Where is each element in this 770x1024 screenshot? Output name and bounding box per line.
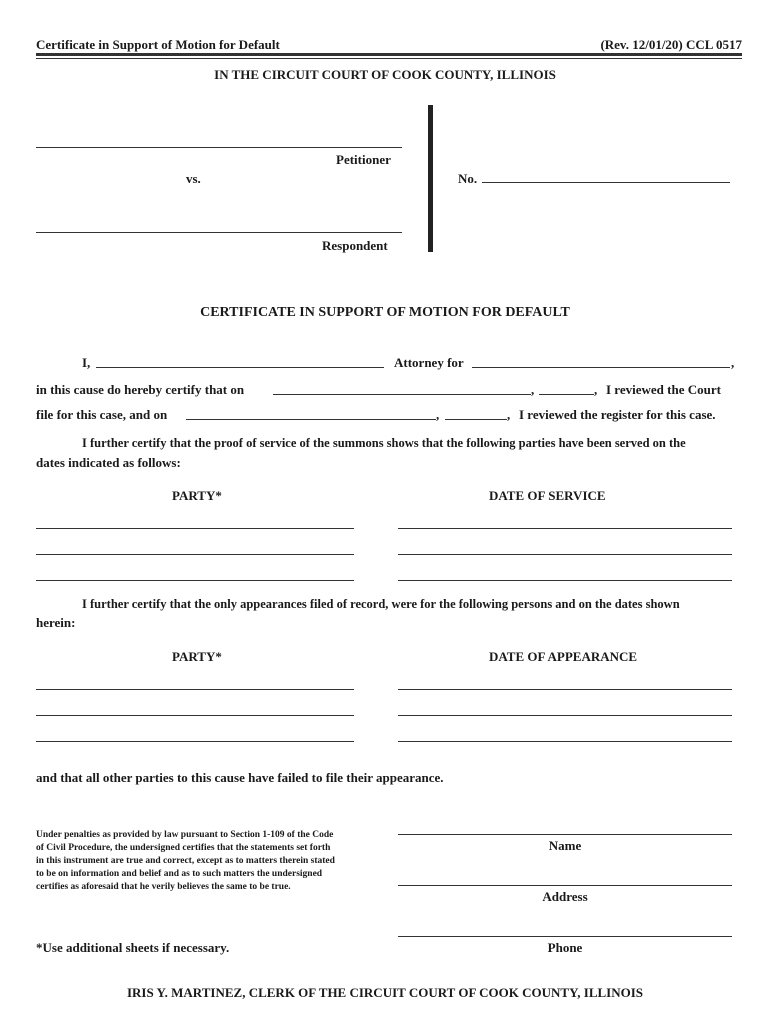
service-party-line[interactable]	[36, 579, 354, 581]
service-party-line[interactable]	[36, 553, 354, 555]
party-header-2: PARTY*	[172, 649, 222, 664]
comma: ,	[531, 382, 535, 397]
appearance-party-line[interactable]	[36, 688, 354, 690]
form-revision: (Rev. 12/01/20) CCL 0517	[600, 37, 742, 52]
comma: ,	[594, 382, 598, 397]
case-number-label: No.	[458, 171, 478, 186]
service-paragraph-cont: dates indicated as follows:	[36, 455, 181, 470]
appearance-paragraph-cont: herein:	[36, 615, 76, 630]
respondent-label: Respondent	[322, 238, 388, 253]
date-of-appearance-header: DATE OF APPEARANCE	[489, 649, 638, 664]
party-header: PARTY*	[172, 488, 222, 503]
date-of-service-header: DATE OF SERVICE	[489, 488, 606, 503]
attorney-for-label: Attorney for	[394, 355, 464, 370]
service-date-line[interactable]	[398, 527, 732, 529]
service-party-line[interactable]	[36, 527, 354, 529]
appearance-date-line[interactable]	[398, 688, 732, 690]
comma: ,	[731, 355, 735, 370]
failed-appearance-text: and that all other parties to this cause have failed to file their appearance.	[36, 770, 444, 785]
name-label: Name	[548, 838, 582, 853]
name-line[interactable]	[398, 833, 732, 835]
attorney-for-line[interactable]	[472, 366, 730, 368]
clerk-footer: IRIS Y. MARTINEZ, CLERK OF THE CIRCUIT COURT OF COOK COUNTY, ILLINOIS	[126, 985, 644, 1000]
phone-line[interactable]	[398, 935, 732, 937]
court-review-date-line[interactable]	[273, 393, 531, 395]
case-number-line[interactable]	[482, 181, 730, 183]
petitioner-line[interactable]	[36, 146, 402, 148]
register-review-year-line[interactable]	[445, 418, 507, 420]
form-title: Certificate in Support of Motion for Default	[36, 37, 280, 52]
caption-divider	[428, 105, 433, 252]
attorney-name-line[interactable]	[96, 366, 384, 368]
address-line[interactable]	[398, 884, 732, 886]
court-name: IN THE CIRCUIT COURT OF COOK COUNTY, ILLINOIS	[214, 67, 556, 82]
service-paragraph: I further certify that the proof of service of the summons shows that the following parties have been served on the	[82, 436, 686, 450]
i-label: I,	[82, 355, 91, 370]
line3-text-b: I reviewed the register for this case.	[519, 407, 716, 422]
comma: ,	[436, 407, 440, 422]
appearance-date-line[interactable]	[398, 714, 732, 716]
phone-label: Phone	[547, 940, 583, 955]
footnote: *Use additional sheets if necessary.	[36, 940, 230, 955]
line3-text: file for this case, and on	[36, 407, 168, 422]
penalty-line: in this instrument are true and correct, except as to matters therein stated	[36, 856, 335, 866]
respondent-line[interactable]	[36, 231, 402, 233]
comma: ,	[507, 407, 511, 422]
penalty-line: Under penalties as provided by law pursuant to Section 1-109 of the Code	[36, 830, 334, 840]
petitioner-label: Petitioner	[336, 152, 391, 167]
appearance-party-line[interactable]	[36, 740, 354, 742]
service-date-line[interactable]	[398, 579, 732, 581]
penalty-line: certifies as aforesaid that he verily believes the same to be true.	[36, 882, 291, 892]
header-rule	[36, 53, 742, 56]
court-review-year-line[interactable]	[539, 393, 594, 395]
vs-label: vs.	[186, 171, 201, 186]
penalty-line: to be on information and belief and as to such matters the undersigned	[36, 869, 323, 879]
penalty-statement	[36, 829, 386, 894]
document-title: CERTIFICATE IN SUPPORT OF MOTION FOR DEFAULT	[200, 305, 570, 320]
line2-text-b: I reviewed the Court	[606, 382, 721, 397]
address-label: Address	[542, 889, 588, 904]
appearance-paragraph: I further certify that the only appearances filed of record, were for the following persons and on the dates shown	[82, 597, 680, 611]
line2-text: in this cause do hereby certify that on	[36, 382, 245, 397]
appearance-party-line[interactable]	[36, 714, 354, 716]
penalty-line: of Civil Procedure, the undersigned certifies that the statements set forth	[36, 843, 331, 853]
register-review-date-line[interactable]	[186, 418, 436, 420]
service-date-line[interactable]	[398, 553, 732, 555]
header-rule-thin	[36, 58, 742, 59]
appearance-date-line[interactable]	[398, 740, 732, 742]
